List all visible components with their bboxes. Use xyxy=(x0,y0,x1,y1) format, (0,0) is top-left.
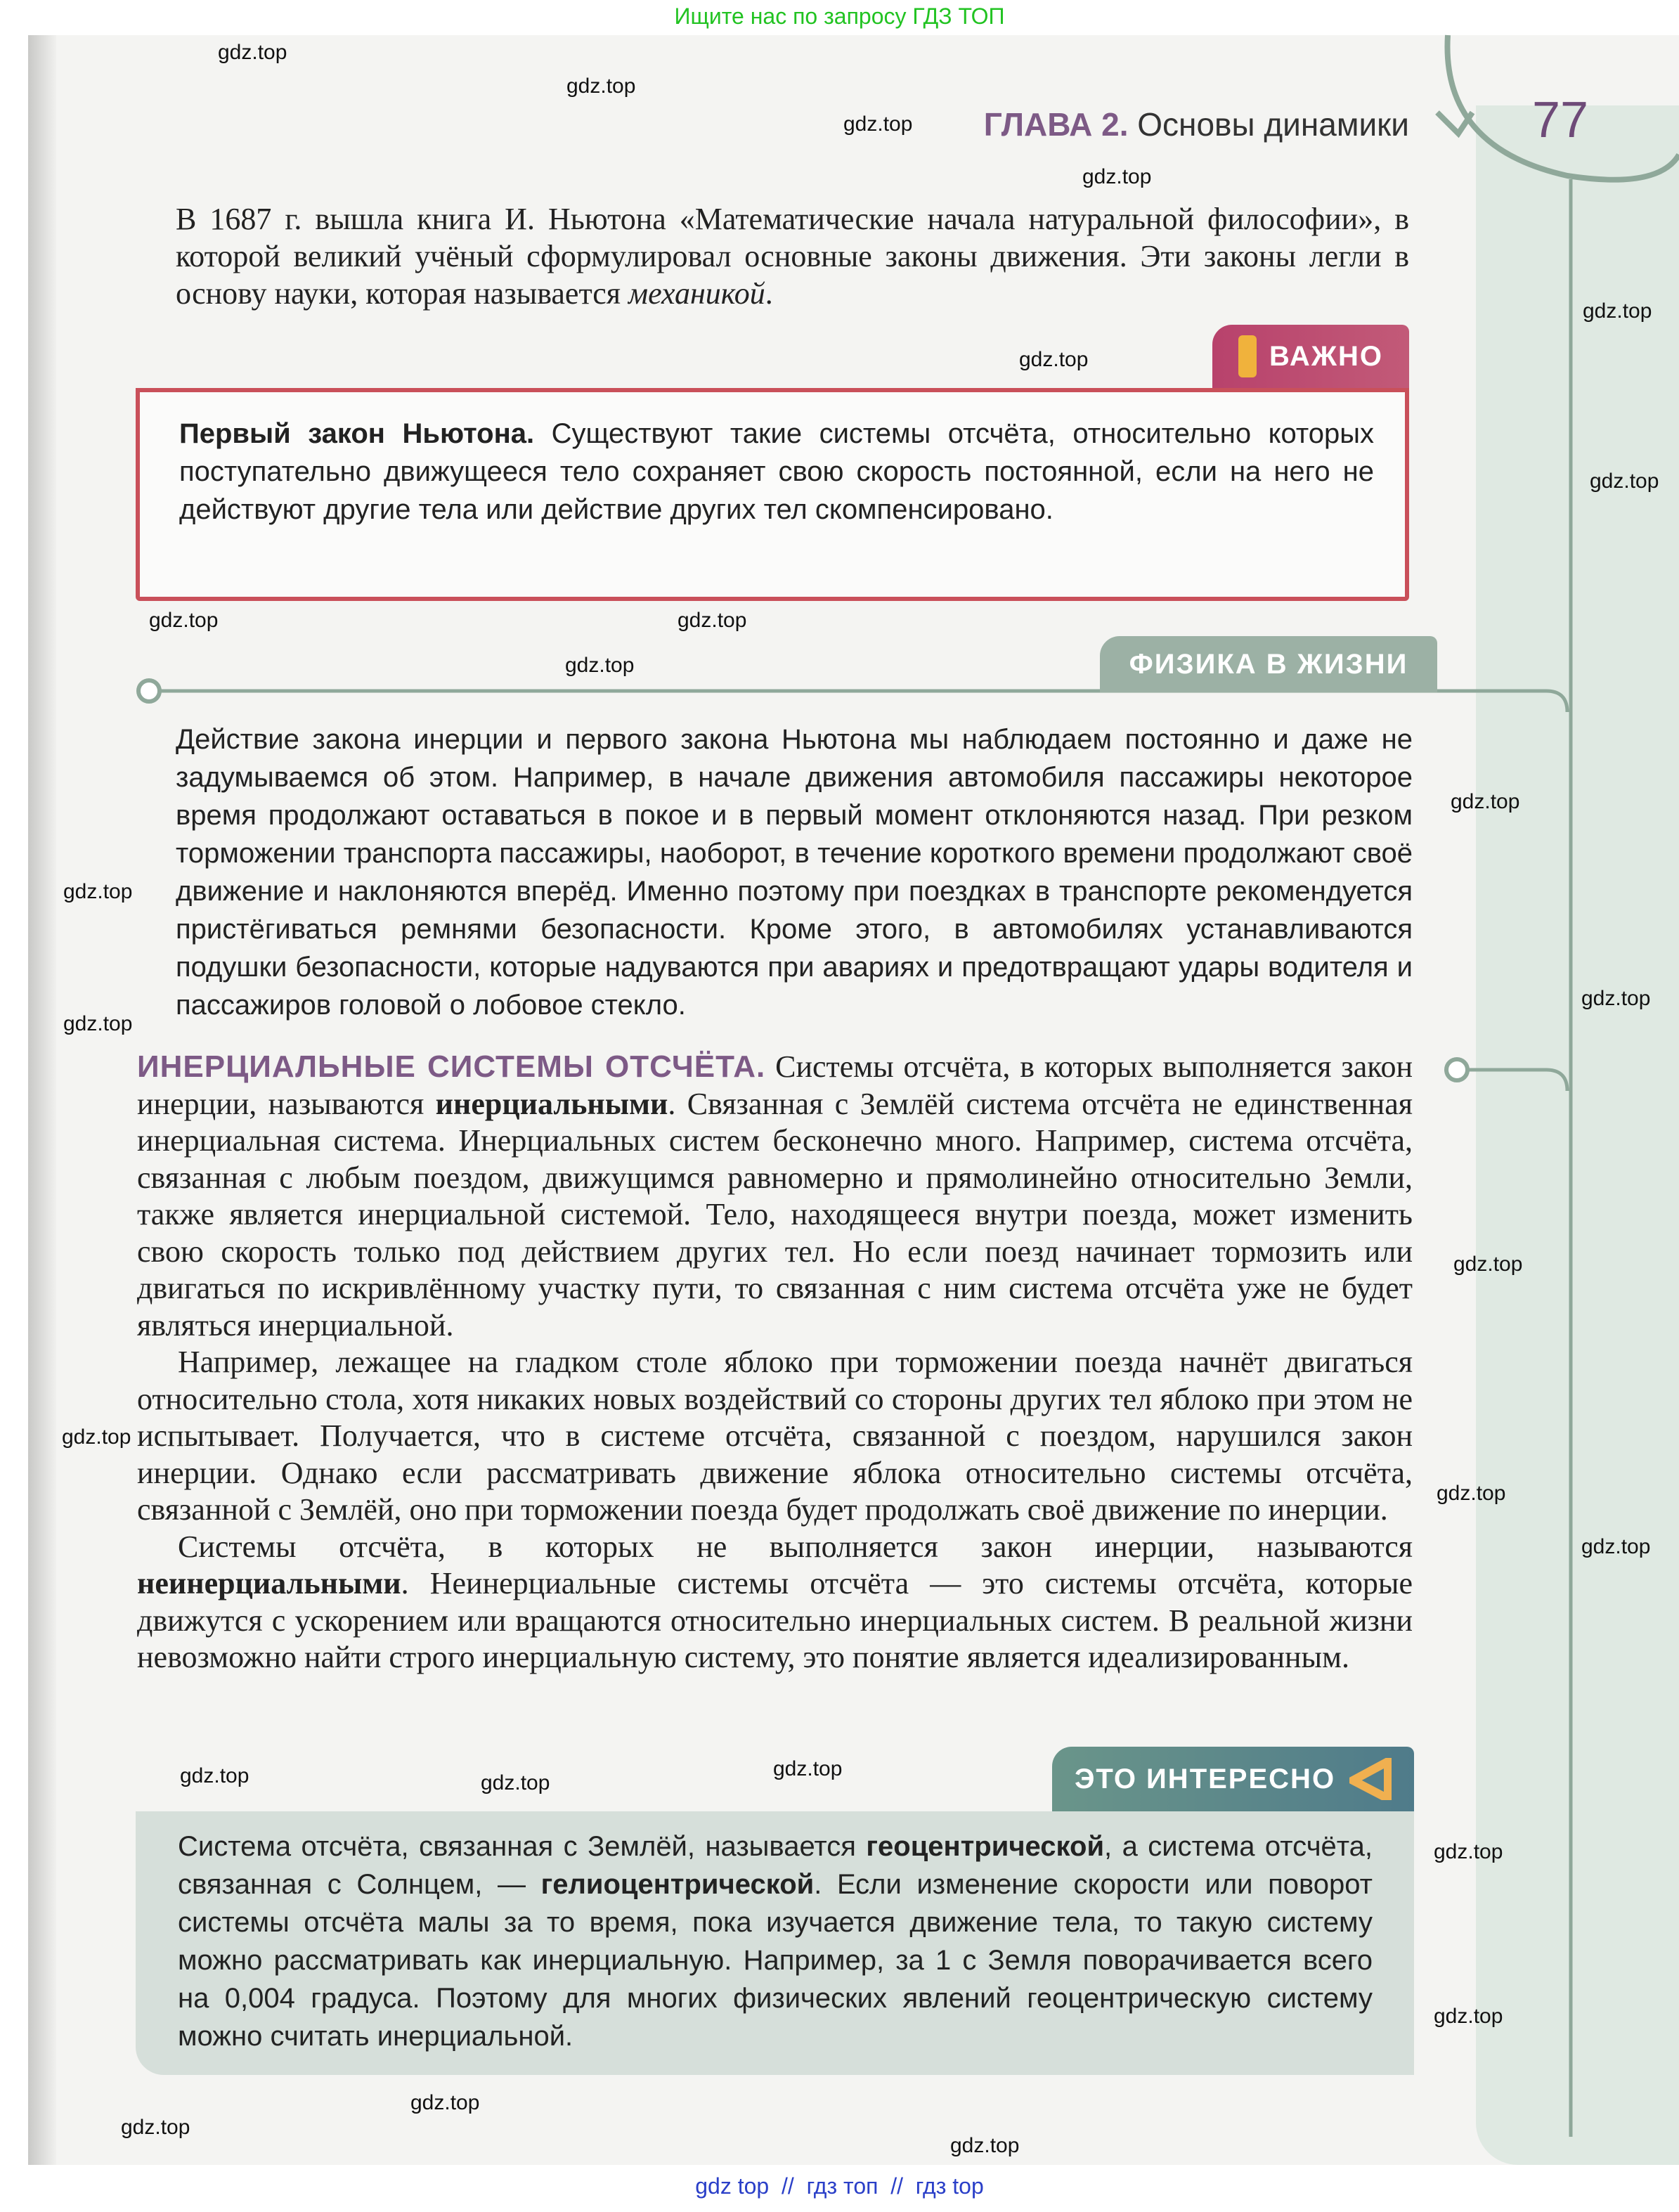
chapter-header: ГЛАВА 2. Основы динамики xyxy=(983,106,1409,143)
watermark: gdz.top xyxy=(1583,299,1652,323)
exclamation-icon xyxy=(1238,335,1257,377)
watermark: gdz.top xyxy=(218,41,287,64)
page-number: 77 xyxy=(1532,92,1589,148)
watermark: gdz.top xyxy=(1451,790,1520,813)
physics-circle-icon xyxy=(138,680,160,701)
penrose-triangle-icon xyxy=(1349,1758,1392,1800)
watermark: gdz.top xyxy=(950,2134,1020,2157)
watermark: gdz.top xyxy=(481,1771,550,1794)
watermark: gdz.top xyxy=(1434,1840,1503,1863)
interesting-text: Система отсчёта, связанная с Землёй, называется геоцентрической, а система отсчёта, связанная с Солнцем, — гелиоцентрической. Если изменение скорости или поворот системы отсчёта малы за то время, пока изучается движение тела, то такую систему можно рассматривать как инерциальную. Например, за 1 с Земля поворачивается всего на 0,004 градуса. Поэтому для многих физических явлений геоцентрическую систему можно считать инерциальной. xyxy=(178,1831,1373,2052)
section-line xyxy=(1469,1070,1567,1091)
watermark: gdz.top xyxy=(1581,987,1651,1010)
watermark: gdz.top xyxy=(566,75,636,98)
watermark: gdz.top xyxy=(63,880,133,903)
watermark: gdz.top xyxy=(843,112,913,136)
watermark: gdz.top xyxy=(565,654,635,677)
section-heading: ИНЕРЦИАЛЬНЫЕ СИСТЕМЫ ОТСЧЁТА. xyxy=(137,1049,766,1084)
watermark: gdz.top xyxy=(63,1012,133,1035)
watermark: gdz.top xyxy=(1437,1482,1506,1505)
section-circle-icon xyxy=(1446,1059,1467,1080)
watermark: gdz.top xyxy=(180,1764,249,1787)
search-banner[interactable]: Ищите нас по запросу ГДЗ ТОП xyxy=(674,4,1005,29)
watermark: gdz.top xyxy=(678,609,747,632)
paragraph-noninertial: Системы отсчёта, в которых не выполняется закон инерции, называются неинерциальными. Неинерциальные системы отсчёта — это системы отсчёта, которые движутся с ускорением или вращаются относительно инерциальных систем. В реальной жизни невозможно найти строго инерциальную систему, это понятие является идеализированным. xyxy=(137,1529,1413,1674)
watermark: gdz.top xyxy=(121,2116,190,2139)
physics-line xyxy=(160,691,1567,712)
watermark: gdz.top xyxy=(410,2091,480,2114)
watermark: gdz.top xyxy=(1581,1535,1651,1558)
physics-in-life-tab: ФИЗИКА В ЖИЗНИ xyxy=(1100,636,1437,692)
intro-paragraph: В 1687 г. вышла книга И. Ньютона «Математические начала натуральной философии», в которой великий учёный сформулировал основные законы движения. Эти законы легли в основу науки, которая называется механикой. xyxy=(176,202,1409,311)
interesting-tab: ЭТО ИНТЕРЕСНО xyxy=(1052,1747,1414,1811)
physics-in-life-text: Действие закона инерции и первого закона Ньютона мы наблюдаем постоянно и даже не задумываемся об этом. Например, в начале движения автомобиля пассажиры некоторое время продолжают оставаться в покое и в первый момент отклоняются назад. При резком торможении транспорта пассажиры, наоборот, в течение короткого времени продолжают своё движение и наклоняются вперёд. Именно поэтому при поездках в транспорте рекомендуется пристёгиваться ремнями безопасности. Кроме этого, в автомобилях устанавливаются подушки безопасности, которые надуваются при авариях и предотвращают удары водителя и пассажиров головой о лобовое стекло. xyxy=(176,724,1413,1021)
important-tab: ВАЖНО xyxy=(1212,325,1409,388)
watermark: gdz.top xyxy=(62,1425,131,1449)
footer-links[interactable]: gdz top // гдз топ // гдз top xyxy=(0,2165,1679,2212)
newton-first-law: Первый закон Ньютона. Существуют такие системы отсчёта, относительно которых поступательно движущееся тело сохраняет свою скорость постоянной, если на него не действуют другие тела или действие других тел скомпенсировано. xyxy=(179,418,1374,525)
watermark: gdz.top xyxy=(1434,2005,1503,2028)
watermark: gdz.top xyxy=(149,609,219,632)
watermark: gdz.top xyxy=(1453,1253,1523,1276)
paragraph-inertial: ИНЕРЦИАЛЬНЫЕ СИСТЕМЫ ОТСЧЁТА. Системы отсчёта, в которых выполняется закон инерции, называются инерциальными. Связанная с Землёй система отсчёта не единственная инерциальная система. Инерциальных систем бесконечно много. Например, система отсчёта, связанная с любым поездом, движущимся равномерно и прямолинейно относительно Земли, также является инерциальной системой. Тело, находящееся внутри поезда, может изменить свою скорость только под действием других тел. Но если поезд начинает тормозить или двигаться по искривлённому участку пути, то связанная с ним система отсчёта уже не будет являться инерциальной. xyxy=(137,1049,1413,1343)
paragraph-apple: Например, лежащее на гладком столе яблоко при торможении поезда начнёт двигаться относительно стола, хотя никаких новых воздействий со стороны других тел яблоко при этом не испытывает. Получается, что в системе отсчёта, связанной с поездом, нарушился закон инерции. Однако если рассматривать движение яблока относительно системы отсчёта, связанной с Землёй, оно при торможении поезда будет продолжать своё движение по инерции. xyxy=(137,1345,1413,1527)
arrow-icon xyxy=(1437,112,1472,134)
watermark: gdz.top xyxy=(1019,348,1089,371)
watermark: gdz.top xyxy=(1082,165,1152,188)
watermark: gdz.top xyxy=(773,1757,843,1780)
watermark: gdz.top xyxy=(1590,470,1659,493)
main-text xyxy=(137,1049,1413,1676)
